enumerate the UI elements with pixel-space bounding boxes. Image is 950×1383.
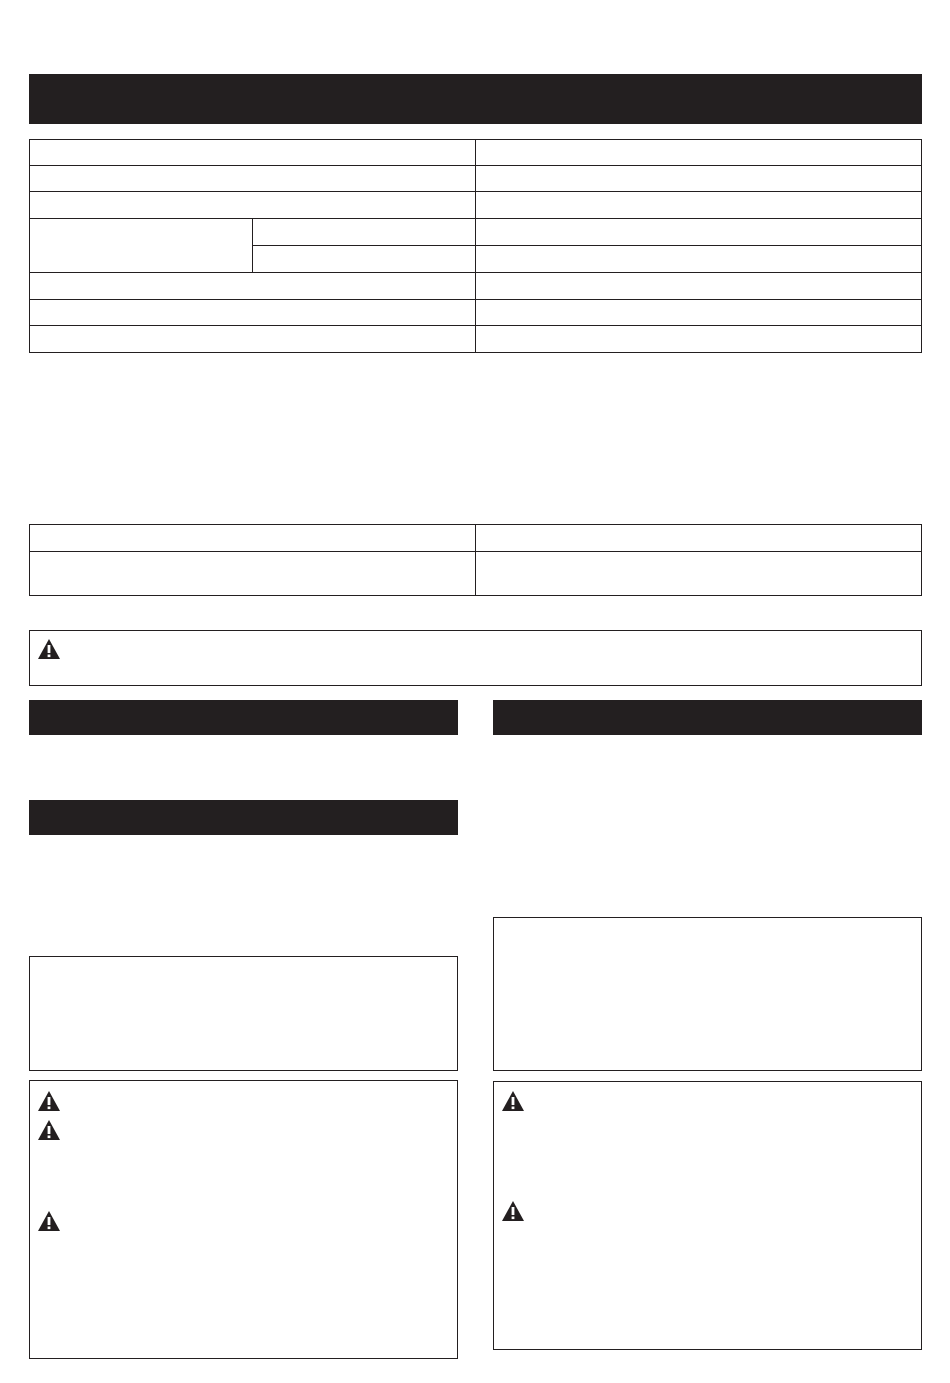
second-label-cell — [29, 551, 476, 596]
right-section-bar — [493, 700, 922, 735]
warning-triangle-icon — [37, 1119, 61, 1141]
right-section-title — [493, 700, 922, 712]
header-title — [29, 74, 922, 86]
spec-label-cell — [29, 299, 476, 326]
spec-value-cell — [475, 218, 922, 246]
spec-sub-label-cell — [252, 245, 476, 273]
second-label-cell — [29, 524, 476, 552]
left-section2-title — [29, 800, 458, 812]
header-bar — [29, 74, 922, 124]
warning-triangle-icon — [501, 1200, 525, 1222]
right-note-box — [493, 917, 922, 1071]
spec-label-cell — [29, 191, 476, 219]
spec-value-cell — [475, 299, 922, 326]
spec-value-cell — [475, 245, 922, 273]
warning-triangle-icon — [37, 1090, 61, 1112]
spec-group-cell — [29, 218, 253, 273]
warning-triangle-icon — [37, 1210, 61, 1232]
spec-label-cell — [29, 165, 476, 192]
spec-label-cell — [29, 325, 476, 353]
spec-value-cell — [475, 139, 922, 166]
spec-label-cell — [29, 139, 476, 166]
spec-value-cell — [475, 272, 922, 300]
second-value-cell — [475, 524, 922, 552]
left-section1-bar — [29, 700, 458, 735]
spec-value-cell — [475, 191, 922, 219]
spec-label-cell — [29, 272, 476, 300]
left-section2-bar — [29, 800, 458, 835]
warning-triangle-icon — [37, 638, 61, 660]
spec-table — [29, 139, 922, 353]
spec-value-cell — [475, 325, 922, 353]
right-warning-box — [493, 1081, 922, 1350]
warning-triangle-icon — [501, 1090, 525, 1112]
left-warning-box — [29, 1080, 458, 1359]
second-table — [29, 524, 922, 596]
general-warning-box — [29, 630, 922, 686]
left-section1-title — [29, 700, 458, 712]
second-value-cell — [475, 551, 922, 596]
spec-value-cell — [475, 165, 922, 192]
left-note-box — [29, 956, 458, 1071]
spec-sub-label-cell — [252, 218, 476, 246]
